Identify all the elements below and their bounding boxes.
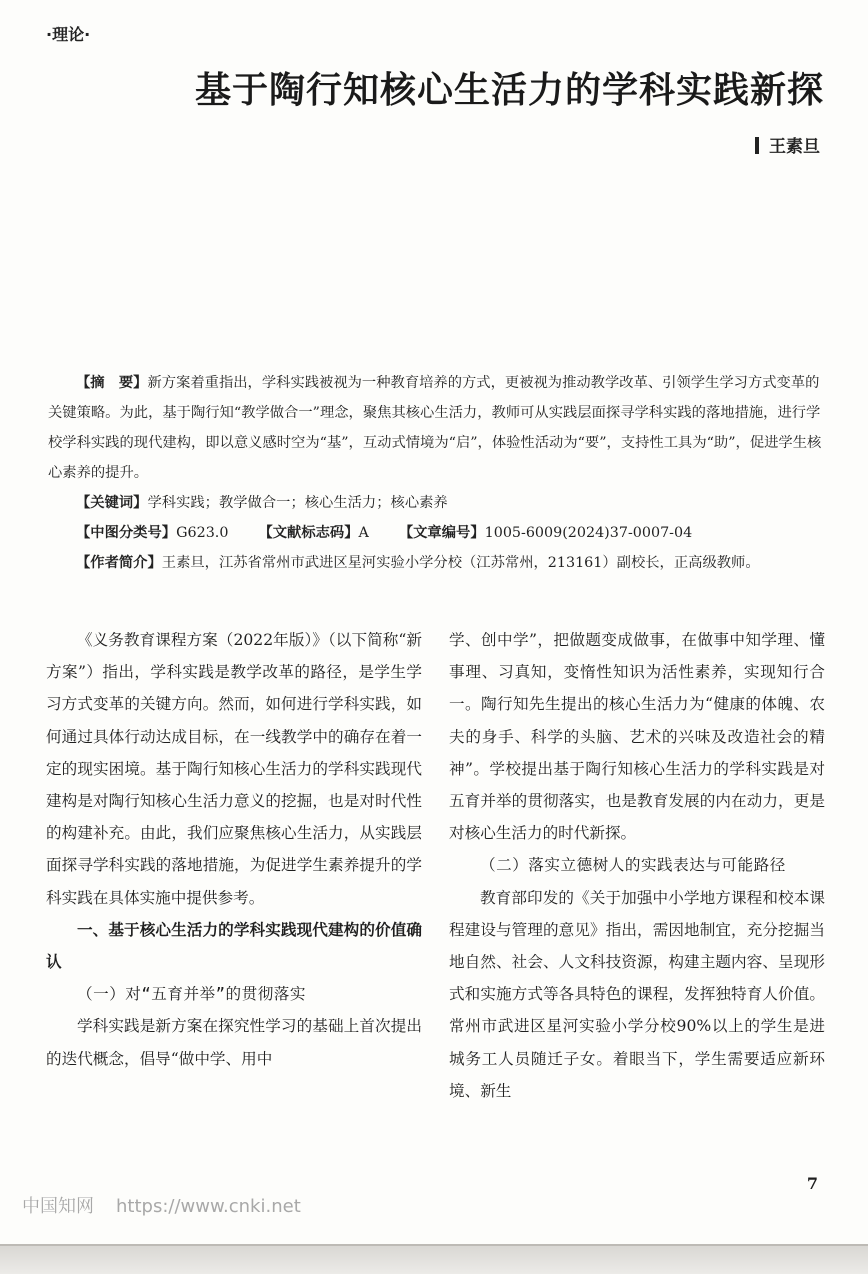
scan-footer-band xyxy=(0,1244,868,1274)
keywords-text: 学科实践；教学做合一；核心生活力；核心素养 xyxy=(147,495,448,511)
article-number-value: 1005-6009(2024)37-0007-04 xyxy=(484,525,693,541)
keywords xyxy=(48,488,832,518)
article-number-label: 【文章编号】 xyxy=(398,525,485,541)
author-line xyxy=(755,132,820,157)
abstract xyxy=(48,368,832,488)
author-intro xyxy=(48,548,832,578)
classification-line xyxy=(48,518,832,548)
clc-value: G623.0 xyxy=(176,525,229,541)
article-metadata xyxy=(48,368,832,578)
body-paragraph: 教育部印发的《关于加强中小学地方课程和校本课程建设与管理的意见》指出，需因地制宜，充分挖掘当地自然、社会、人文科技资源，构建主题内容、呈现形式和实施方式等各具特色的课程，发挥独特育人价值。常州市武进区星河实验小学分校90%以上的学生是进城务工人员随迁子女。着眼当下，学生需要适应新环境、新生 xyxy=(449,888,825,1100)
doc-code-label: 【文献标志码】 xyxy=(258,525,359,541)
page-number: 7 xyxy=(806,1174,818,1193)
section-tag: ·理论· xyxy=(46,25,91,44)
watermark-url: https://www.cnki.net xyxy=(116,1196,301,1217)
watermark-name: 中国知网 xyxy=(22,1196,94,1217)
body-column-left xyxy=(46,624,422,1075)
abstract-label: 【摘 要】 xyxy=(76,375,148,391)
subsection-heading: （一）对“五育并举”的贯彻落实 xyxy=(77,985,306,1004)
subsection-heading: （二）落实立德树人的实践表达与可能路径 xyxy=(480,856,786,875)
article-title: 基于陶行知核心生活力的学科实践新探 xyxy=(194,70,824,111)
author-intro-text: 王素旦，江苏省常州市武进区星河实验小学分校（江苏常州，213161）副校长，正高级教师。 xyxy=(161,555,760,571)
body-column-right xyxy=(449,624,825,1107)
author-bar xyxy=(755,137,759,154)
body-paragraph: 学、创中学”，把做题变成做事，在做事中知学理、懂事理、习真知，变惰性知识为活性素养，实现知行合一。陶行知先生提出的核心生活力为“健康的体魄、农夫的身手、科学的头脑、艺术的兴味及改造社会的精神”。学校提出基于陶行知核心生活力的学科实践是对五育并举的贯彻落实，也是教育发展的内在动力，更是对核心生活力的时代新探。 xyxy=(449,631,825,843)
doc-code-value: A xyxy=(358,525,369,541)
author-name: 王素旦 xyxy=(769,137,820,157)
author-intro-label: 【作者简介】 xyxy=(76,555,162,571)
body-paragraph: 学科实践是新方案在探究性学习的基础上首次提出的迭代概念，倡导“做中学、用中 xyxy=(46,1017,422,1068)
section-heading: 一、基于核心生活力的学科实践现代建构的价值确认 xyxy=(46,920,422,972)
abstract-text: 新方案着重指出，学科实践被视为一种教育培养的方式，更被视为推动教学改革、引领学生学习方式变革的关键策略。为此，基于陶行知“教学做合一”理念，聚焦其核心生活力，教师可从实践层面探寻学科实践的落地措施，进行学校学科实践的现代建构，即以意义感时空为“基”，互动式情境为“启”，体验性活动为“要”，支持性工具为“助”，促进学生核心素养的提升。 xyxy=(48,375,822,481)
clc-label: 【中图分类号】 xyxy=(76,525,177,541)
body-paragraph: 《义务教育课程方案（2022年版）》（以下简称“新方案”）指出，学科实践是教学改革的路径，是学生学习方式变革的关键方向。然而，如何进行学科实践，如何通过具体行动达成目标，在一线教学中的确存在着一定的现实困境。基于陶行知核心生活力的学科实践现代建构是对陶行知核心生活力意义的挖掘，也是对时代性的构建补充。由此，我们应聚焦核心生活力，从实践层面探寻学科实践的落地措施，为促进学生素养提升的学科实践在具体实施中提供参考。 xyxy=(46,631,422,907)
keywords-label: 【关键词】 xyxy=(76,495,148,511)
cnki-watermark xyxy=(22,1192,301,1218)
